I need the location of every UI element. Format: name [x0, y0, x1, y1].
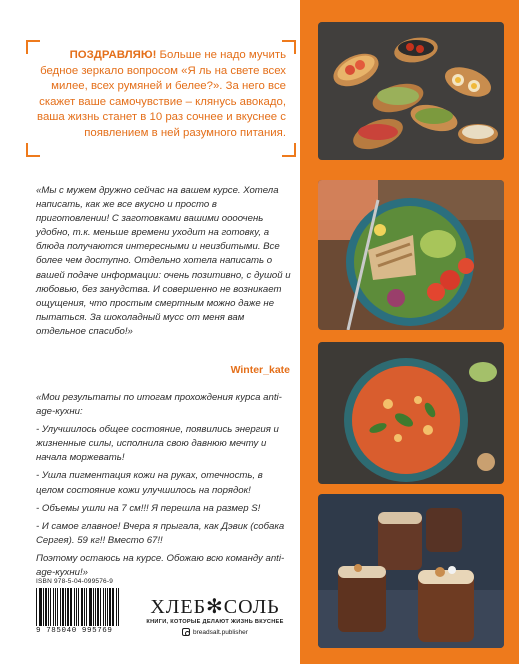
barcode-bar — [103, 588, 104, 626]
barcode-bar — [78, 588, 79, 626]
salad-bowl-photo — [318, 180, 504, 330]
publisher-social — [140, 628, 290, 636]
review-2-item: - Ушла пигментация кожи на руках, отечность, в целом состояние кожи улучшилось на порядок! — [36, 470, 263, 496]
barcode-bar — [39, 588, 40, 626]
barcode-bar — [90, 588, 91, 626]
barcode-bar — [76, 588, 77, 626]
review-1 — [36, 184, 292, 339]
barcode — [36, 588, 120, 626]
barcode-bar — [50, 588, 51, 626]
barcode-bar — [113, 588, 114, 626]
intro-paragraph — [36, 48, 286, 141]
isbn-label: ISBN 978-5-04-099576-9 — [36, 578, 114, 585]
barcode-bar — [45, 588, 47, 626]
intro-lead: ПОЗДРАВЛЯЮ! — [69, 49, 157, 61]
barcode-bar — [60, 588, 61, 626]
barcode-bar — [95, 588, 96, 626]
barcode-bar — [84, 588, 85, 626]
review-2-closing: Поэтому остаюсь на курсе. Обожаю всю команду anti-age-кухни!» — [36, 552, 285, 579]
barcode-bar — [70, 588, 71, 626]
frame-corner-bottom-right — [282, 143, 296, 157]
barcode-number: 9 785040 995769 — [36, 627, 113, 635]
barcode-bar — [53, 588, 54, 626]
barcode-bar — [93, 588, 94, 626]
publisher-social-handle: breadsalt.publisher — [193, 628, 248, 636]
barcode-bar — [57, 588, 58, 626]
review-1-text: «Мы с мужем дружно сейчас на вашем курсе. Хотела написать, как же все вкусно и просто в приготовлении! С заготовками вашими оооочень удобно, т.к. меньше времени уходит на готовку, а блюда получаются интересными и неизбитыми. Все более чем доступно. Отдельно хотела написать о вашей подаче информации: очень позитивно, с душой и любовью, без занудства. И совершенно не возникает ощущения, что простым смертным можно даже не пытаться. За шоколадный мусс от меня вам отдельное спасибо!» — [36, 185, 291, 337]
barcode-bar — [109, 588, 110, 626]
barcode-bar — [65, 588, 66, 626]
barcode-bar — [107, 588, 108, 626]
frame-corner-bottom-left — [26, 143, 40, 157]
barcode-bar — [62, 588, 64, 626]
review-2 — [36, 391, 292, 584]
barcode-bar — [40, 588, 41, 626]
barcode-bar — [116, 588, 117, 626]
barcode-bar — [100, 588, 101, 626]
barcode-bar — [55, 588, 56, 626]
publisher-block — [140, 597, 290, 636]
barcode-bar — [48, 588, 49, 626]
barcode-bar — [105, 588, 106, 626]
barcode-bar — [97, 588, 99, 626]
review-2-item: - И самое главное! Вчера я прыгала, как Дэвик (собака Сергея). 59 кг!! Вместо 67!! — [36, 520, 285, 546]
intro-text: Больше не надо мучить бедное зеркало вопросом «Я ль на свете всех милее, всех румяней и белее?». За него все скажет ваше самочувствие – клянусь авокадо, ваша жизнь станет в 10 раз сочнее и вкуснее с появлением в ней разумного питания. — [37, 49, 286, 139]
barcode-bar — [89, 588, 90, 626]
chocolate-mousse-photo — [318, 494, 504, 648]
review-2-item: - Объемы ушли на 7 см!!! Я перешла на размер S! — [36, 502, 261, 514]
barcode-bar — [36, 588, 37, 626]
publisher-tagline: КНИГИ, КОТОРЫЕ ДЕЛАЮТ ЖИЗНЬ ВКУСНЕЕ — [146, 619, 284, 625]
publisher-logo: ХЛЕБ✻СОЛЬ — [150, 596, 280, 618]
review-2-item: - Улучшилось общее состояние, появились энергия и жизненные силы, исполнила свою давнюю мечту и начала моржевать! — [36, 424, 279, 464]
review-1-author: Winter_kate — [230, 364, 290, 376]
barcode-bar — [71, 588, 72, 626]
vegetable-soup-photo — [318, 342, 504, 484]
barcode-bar — [81, 588, 83, 626]
avocado-toast-photo — [318, 22, 504, 160]
barcode-bar — [74, 588, 75, 626]
review-2-intro: «Мои результаты по итогам прохождения курса anti-age-кухни: — [36, 392, 282, 418]
isbn-block — [36, 578, 126, 642]
instagram-icon — [182, 628, 190, 636]
barcode-bar — [67, 588, 68, 626]
barcode-bar — [112, 588, 113, 626]
barcode-bar — [43, 588, 44, 626]
barcode-bar — [118, 588, 119, 626]
barcode-bar — [86, 588, 87, 626]
